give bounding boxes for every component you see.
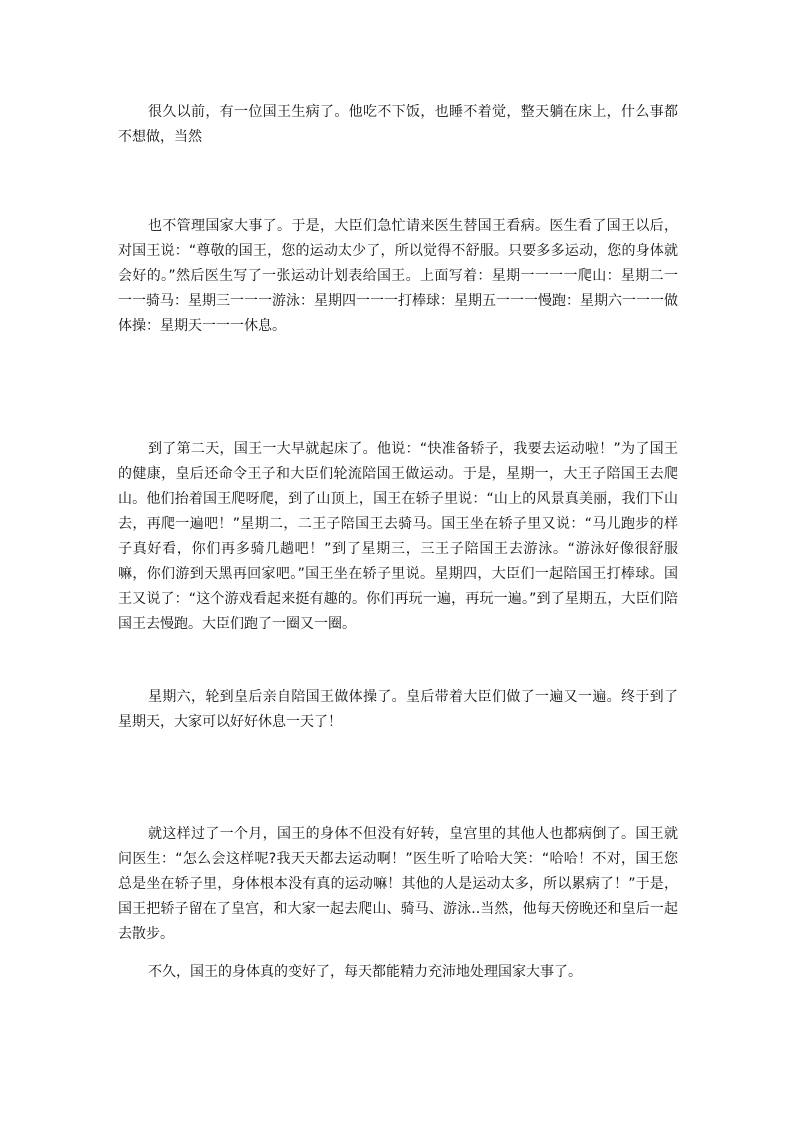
paragraph-4: 星期六，轮到皇后亲自陪国王做体操了。皇后带着大臣们做了一遍又一遍。终于到了星期天，大家可以好好休息一天了！ (118, 689, 678, 730)
paragraph-5: 就这样过了一个月，国王的身体不但没有好转，皇宫里的其他人也都病倒了。国王就问医生：“怎么会这样呢?我天天都去运动啊！”医生听了哈哈大笑：“哈哈！不对，国王您总是坐在轿子里，身体根本没有真的运动嘛！其他的人是运动太多，所以累病了！”于是，国王把轿子留在了皇宫，和大家一起去爬山、骑马、游泳..当然，他每天傍晚还和皇后一起去散步。 (118, 826, 678, 942)
paragraph-2: 也不管理国家大事了。于是，大臣们急忙请来医生替国王看病。医生看了国王以后，对国王说：“尊敬的国王，您的运动太少了，所以觉得不舒服。只要多多运动，您的身体就会好的。”然后医生写了一张运动计划表给国王。上面写着：星期一一一一爬山：星期二一一一骑马：星期三一一一游泳：星期四一一一打棒球：星期五一一一慢跑：星期六一一一做体操：星期天一一一休息。 (118, 218, 678, 334)
paragraph-6: 不久，国王的身体真的变好了，每天都能精力充沛地处理国家大事了。 (148, 964, 582, 980)
paragraph-3: 到了第二天，国王一大早就起床了。他说：“快准备轿子，我要去运动啦！”为了国王的健康，皇后还命令王子和大臣们轮流陪国王做运动。于是，星期一，大王子陪国王去爬山。他们抬着国王爬呀爬，到了山顶上，国王在轿子里说：“山上的风景真美丽，我们下山去，再爬一遍吧！”星期二，二王子陪国王去骑马。国王坐在轿子里又说：“马儿跑步的样子真好看，你们再多骑几趟吧！”到了星期三，三王子陪国王去游泳。“游泳好像很舒服嘛，你们游到天黑再回家吧。”国王坐在轿子里说。星期四，大臣们一起陪国王打棒球。国王又说了：“这个游戏看起来挺有趣的。你们再玩一遍，再玩一遍。”到了星期五，大臣们陪国王去慢跑。大臣们跑了一圈又一圈。 (118, 441, 678, 632)
paragraph-1: 很久以前，有一位国王生病了。他吃不下饭，也睡不着觉，整天躺在床上，什么事都不想做，当然 (118, 104, 678, 145)
